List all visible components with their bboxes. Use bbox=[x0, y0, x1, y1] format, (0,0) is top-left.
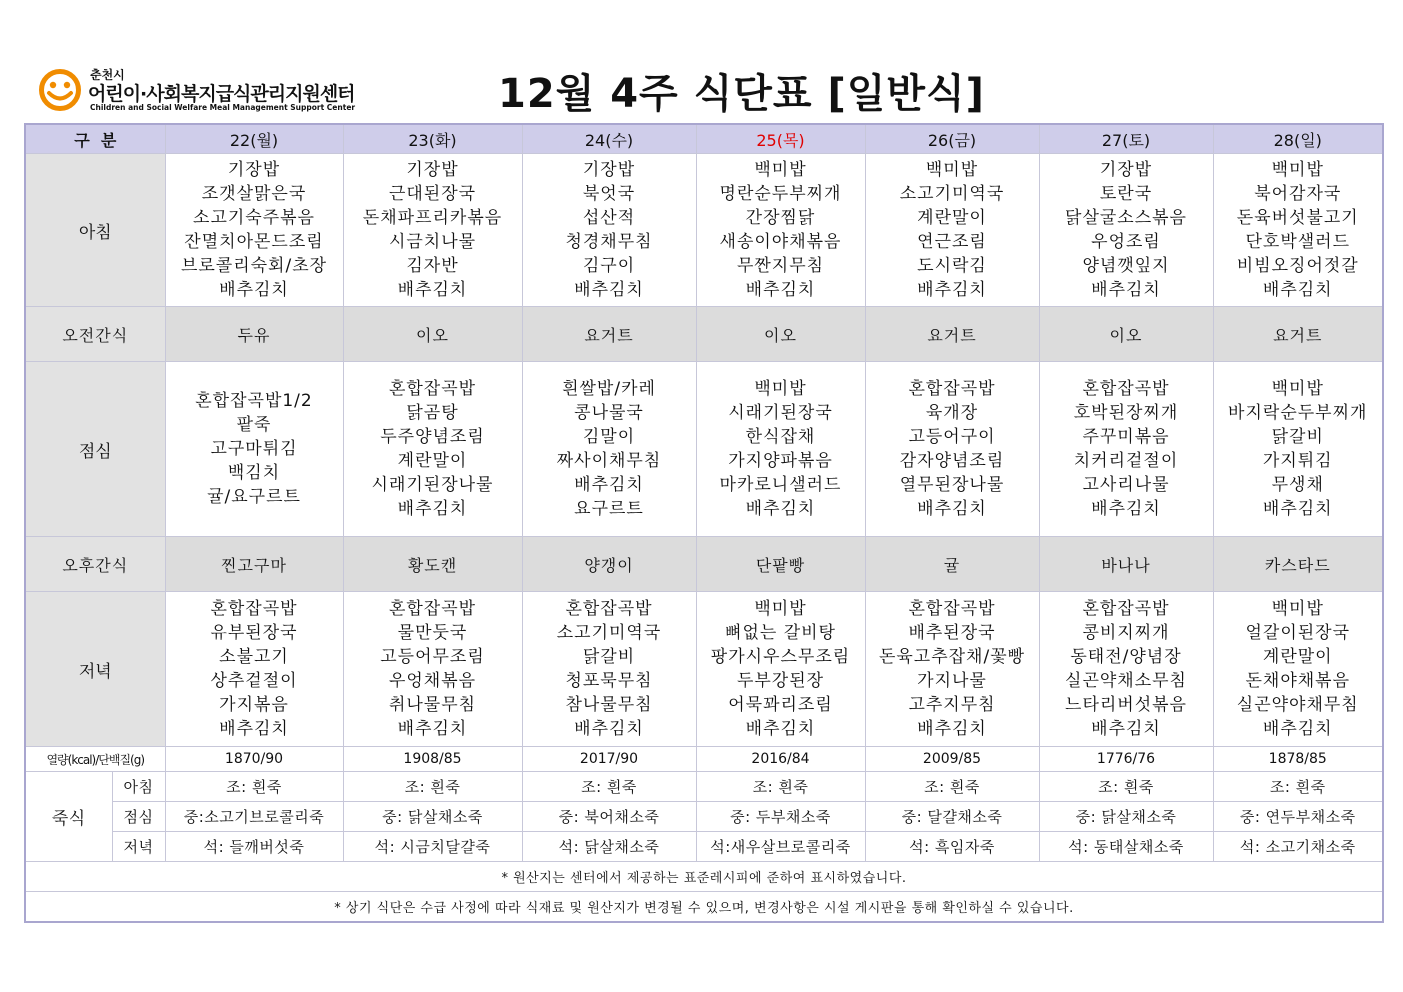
dish-item: 팡가시우스무조림 bbox=[710, 647, 851, 667]
dish-item: 시래기된장나물 bbox=[371, 475, 494, 495]
dish-item: 치커리겉절이 bbox=[1073, 451, 1179, 471]
dish-item: 북어감자국 bbox=[1254, 184, 1342, 204]
dish-item: 배추김치 bbox=[745, 280, 816, 300]
lunch-cell bbox=[1039, 362, 1213, 537]
breakfast-cell bbox=[165, 154, 343, 307]
dish-item: 비빔오징어젓갈 bbox=[1236, 256, 1359, 276]
day-header: 27(토) bbox=[1039, 124, 1213, 154]
dish-item: 배추김치 bbox=[397, 499, 468, 519]
dish-item: 가지양파볶음 bbox=[728, 451, 833, 471]
porridge-meal-label: 점심 bbox=[112, 802, 165, 832]
dish-item: 시금치나물 bbox=[388, 232, 477, 252]
dish-item: 흰쌀밥/카레 bbox=[562, 379, 656, 399]
nutrition-cell: 1878/85 bbox=[1213, 747, 1383, 772]
lunch-cell bbox=[696, 362, 865, 537]
meal-plan-body bbox=[25, 124, 1383, 922]
porridge-cell: 조: 흰죽 bbox=[865, 772, 1039, 802]
porridge-cell: 석: 흑임자죽 bbox=[865, 832, 1039, 862]
porridge-cell: 조: 흰죽 bbox=[165, 772, 343, 802]
nutrition-cell: 2016/84 bbox=[696, 747, 865, 772]
dish-item: 연근조림 bbox=[917, 232, 987, 252]
logo-center-name: 어린이·사회복지급식관리지원센터 bbox=[88, 83, 355, 105]
am-snack-cell: 이오 bbox=[1039, 307, 1213, 362]
dish-item: 계란말이 bbox=[397, 451, 468, 471]
dish-item: 혼합잡곡밥 bbox=[388, 379, 477, 399]
dish-item: 뼈없는 갈비탕 bbox=[725, 623, 836, 643]
pm-snack-cell: 카스타드 bbox=[1213, 537, 1383, 592]
dish-item: 혼합잡곡밥 bbox=[388, 599, 477, 619]
nutrition-cell: 1870/90 bbox=[165, 747, 343, 772]
dish-item: 취나물무침 bbox=[388, 695, 477, 715]
nutrition-cell: 1908/85 bbox=[343, 747, 522, 772]
dish-item: 명란순두부찌개 bbox=[719, 184, 842, 204]
breakfast-cell bbox=[1039, 154, 1213, 307]
dish-item: 닭갈비 bbox=[1271, 427, 1324, 447]
dish-item: 백미밥 bbox=[754, 379, 807, 399]
dish-item: 백김치 bbox=[227, 463, 281, 483]
porridge-cell: 중: 두부채소죽 bbox=[696, 802, 865, 832]
am-snack-cell: 이오 bbox=[696, 307, 865, 362]
porridge-meal-label: 아침 bbox=[112, 772, 165, 802]
nutrition-row bbox=[25, 747, 1383, 772]
porridge-cell: 석: 소고기채소죽 bbox=[1213, 832, 1383, 862]
porridge-row bbox=[25, 832, 1383, 862]
dinner-cell bbox=[1039, 592, 1213, 747]
dish-item: 혼합잡곡밥 bbox=[1082, 599, 1170, 619]
dish-item: 김구이 bbox=[582, 256, 636, 276]
dinner-cell bbox=[343, 592, 522, 747]
dish-item: 소고기숙주볶음 bbox=[193, 208, 315, 228]
dish-item: 소불고기 bbox=[219, 647, 289, 667]
dish-item: 배추김치 bbox=[745, 719, 816, 739]
dish-item: 도시락김 bbox=[917, 256, 987, 276]
nutrition-label: 열량(kcal)/단백질(g) bbox=[25, 747, 165, 772]
dish-item: 얼갈이된장국 bbox=[1245, 623, 1351, 643]
dish-item: 백미밥 bbox=[925, 160, 979, 180]
dish-item: 돈육고추잡채/꽃빵 bbox=[878, 647, 1026, 667]
dish-item: 배추된장국 bbox=[908, 623, 996, 643]
dish-item: 콩비지찌개 bbox=[1082, 623, 1170, 643]
dish-item: 바지락순두부찌개 bbox=[1228, 403, 1368, 423]
pm-snack-cell: 단팥빵 bbox=[696, 537, 865, 592]
dish-item: 콩나물국 bbox=[574, 403, 644, 423]
note-row bbox=[25, 892, 1383, 923]
lunch-cell bbox=[165, 362, 343, 537]
dish-item: 동태전/양념장 bbox=[1070, 647, 1182, 667]
dinner-label: 저녁 bbox=[25, 592, 165, 747]
dish-item: 상추겉절이 bbox=[210, 671, 298, 691]
porridge-meal-label: 저녁 bbox=[112, 832, 165, 862]
porridge-row bbox=[25, 802, 1383, 832]
dish-item: 우엉채볶음 bbox=[388, 671, 477, 691]
dish-item: 백미밥 bbox=[754, 160, 807, 180]
dish-item: 배추김치 bbox=[397, 719, 468, 739]
dinner-row bbox=[25, 592, 1383, 747]
dish-item: 백미밥 bbox=[1271, 599, 1324, 619]
pm-snack-cell: 황도캔 bbox=[343, 537, 522, 592]
dish-item: 참나물무침 bbox=[565, 695, 653, 715]
day-header: 23(화) bbox=[343, 124, 522, 154]
day-header: 24(수) bbox=[522, 124, 696, 154]
dish-item: 청포묵무침 bbox=[565, 671, 653, 691]
am-snack-cell: 요거트 bbox=[1213, 307, 1383, 362]
dish-item: 실곤약채소무침 bbox=[1065, 671, 1187, 691]
dish-item: 혼합잡곡밥 bbox=[1082, 379, 1170, 399]
lunch-label: 점심 bbox=[25, 362, 165, 537]
porridge-cell: 석: 들깨버섯죽 bbox=[165, 832, 343, 862]
dish-item: 짜사이채무침 bbox=[556, 451, 662, 471]
dish-item: 배추김치 bbox=[1262, 280, 1333, 300]
pm-snack-cell: 바나나 bbox=[1039, 537, 1213, 592]
center-logo bbox=[38, 66, 378, 116]
dish-item: 돈채야채볶음 bbox=[1245, 671, 1351, 691]
dish-item: 양념깻잎지 bbox=[1082, 256, 1170, 276]
dish-item: 북엇국 bbox=[582, 184, 636, 204]
dish-item: 감자양념조림 bbox=[899, 451, 1005, 471]
porridge-cell: 중: 닭살채소죽 bbox=[343, 802, 522, 832]
am-snack-cell: 요거트 bbox=[522, 307, 696, 362]
dinner-cell bbox=[1213, 592, 1383, 747]
dish-item: 고사리나물 bbox=[1082, 475, 1170, 495]
dish-item: 배추김치 bbox=[219, 280, 289, 300]
dish-item: 돈채파프리카볶음 bbox=[362, 208, 503, 228]
porridge-cell: 중: 북어채소죽 bbox=[522, 802, 696, 832]
dish-item: 배추김치 bbox=[397, 280, 468, 300]
day-header: 22(월) bbox=[165, 124, 343, 154]
note-row bbox=[25, 862, 1383, 892]
header-row bbox=[25, 124, 1383, 154]
dish-item: 백미밥 bbox=[1271, 160, 1324, 180]
dish-item: 주꾸미볶음 bbox=[1082, 427, 1170, 447]
dish-item: 배추김치 bbox=[1262, 499, 1333, 519]
porridge-cell: 조: 흰죽 bbox=[522, 772, 696, 802]
smiley-logo-icon bbox=[38, 68, 82, 112]
dish-item: 무생채 bbox=[1271, 475, 1324, 495]
porridge-cell: 중:소고기브로콜리죽 bbox=[165, 802, 343, 832]
dish-item: 물만둣국 bbox=[397, 623, 468, 643]
breakfast-cell bbox=[343, 154, 522, 307]
dish-item: 잔멸치아몬드조림 bbox=[184, 232, 324, 252]
dish-item: 조갯살맑은국 bbox=[201, 184, 307, 204]
dish-item: 브로콜리숙회/초장 bbox=[180, 256, 328, 276]
porridge-cell: 조: 흰죽 bbox=[1213, 772, 1383, 802]
breakfast-row bbox=[25, 154, 1383, 307]
breakfast-cell bbox=[1213, 154, 1383, 307]
dish-item: 배추김치 bbox=[1091, 719, 1161, 739]
dish-item: 백미밥 bbox=[1271, 379, 1324, 399]
dish-item: 배추김치 bbox=[917, 499, 987, 519]
pm-snack-cell: 귤 bbox=[865, 537, 1039, 592]
dish-item: 김자반 bbox=[406, 256, 459, 276]
porridge-cell: 중: 연두부채소죽 bbox=[1213, 802, 1383, 832]
dish-item: 팥죽 bbox=[236, 415, 272, 435]
porridge-cell: 중: 닭살채소죽 bbox=[1039, 802, 1213, 832]
breakfast-cell bbox=[865, 154, 1039, 307]
note-text: * 원산지는 센터에서 제공하는 표준레시피에 준하여 표시하였습니다. bbox=[25, 862, 1383, 892]
porridge-cell: 중: 달걀채소죽 bbox=[865, 802, 1039, 832]
dish-item: 소고기미역국 bbox=[899, 184, 1005, 204]
dish-item: 소고기미역국 bbox=[556, 623, 662, 643]
dish-item: 배추김치 bbox=[745, 499, 816, 519]
dish-item: 육개장 bbox=[925, 403, 979, 423]
dish-item: 기장밥 bbox=[406, 160, 459, 180]
day-header: 25(목) bbox=[696, 124, 865, 154]
am-snack-row bbox=[25, 307, 1383, 362]
dish-item: 기장밥 bbox=[582, 160, 636, 180]
dish-item: 근대된장국 bbox=[388, 184, 477, 204]
dish-item: 배추김치 bbox=[1091, 280, 1161, 300]
pm-snack-row bbox=[25, 537, 1383, 592]
dinner-cell bbox=[696, 592, 865, 747]
dish-item: 배추김치 bbox=[1091, 499, 1161, 519]
dinner-cell bbox=[165, 592, 343, 747]
pm-snack-label: 오후간식 bbox=[25, 537, 165, 592]
corner-label: 구 분 bbox=[25, 124, 165, 154]
dish-item: 배추김치 bbox=[574, 475, 644, 495]
breakfast-label: 아침 bbox=[25, 154, 165, 307]
am-snack-label: 오전간식 bbox=[25, 307, 165, 362]
dish-item: 혼합잡곡밥1/2 bbox=[195, 391, 313, 411]
dish-item: 백미밥 bbox=[754, 599, 807, 619]
dish-item: 가지나물 bbox=[917, 671, 987, 691]
day-header: 26(금) bbox=[865, 124, 1039, 154]
dish-item: 실곤약야채무침 bbox=[1236, 695, 1359, 715]
dish-item: 유부된장국 bbox=[210, 623, 298, 643]
dish-item: 가지튀김 bbox=[1262, 451, 1333, 471]
nutrition-cell: 1776/76 bbox=[1039, 747, 1213, 772]
am-snack-cell: 이오 bbox=[343, 307, 522, 362]
dish-item: 닭곰탕 bbox=[406, 403, 459, 423]
dish-item: 고추지무침 bbox=[908, 695, 996, 715]
porridge-label: 죽식 bbox=[25, 772, 112, 862]
dish-item: 배추김치 bbox=[574, 719, 644, 739]
dish-item: 배추김치 bbox=[1262, 719, 1333, 739]
porridge-cell: 조: 흰죽 bbox=[1039, 772, 1213, 802]
dish-item: 고등어구이 bbox=[908, 427, 996, 447]
dish-item: 마카로니샐러드 bbox=[719, 475, 842, 495]
lunch-cell bbox=[522, 362, 696, 537]
pm-snack-cell: 찐고구마 bbox=[165, 537, 343, 592]
dish-item: 배추김치 bbox=[574, 280, 644, 300]
page-title: 12월 4주 식단표 [일반식] bbox=[498, 71, 985, 117]
dish-item: 배추김치 bbox=[917, 719, 987, 739]
dish-item: 어묵꽈리조림 bbox=[728, 695, 833, 715]
dish-item: 계란말이 bbox=[917, 208, 987, 228]
dinner-cell bbox=[522, 592, 696, 747]
dish-item: 단호박샐러드 bbox=[1245, 232, 1351, 252]
nutrition-cell: 2009/85 bbox=[865, 747, 1039, 772]
note-text: * 상기 식단은 수급 사정에 따라 식재료 및 원산지가 변경될 수 있으며, 변경사항은 시설 게시판을 통해 확인하실 수 있습니다. bbox=[25, 892, 1383, 923]
dish-item: 무짠지무침 bbox=[736, 256, 825, 276]
nutrition-cell: 2017/90 bbox=[522, 747, 696, 772]
logo-city: 춘천시 bbox=[90, 68, 125, 82]
porridge-cell: 석: 동태살채소죽 bbox=[1039, 832, 1213, 862]
lunch-cell bbox=[865, 362, 1039, 537]
breakfast-cell bbox=[696, 154, 865, 307]
dish-item: 새송이야채볶음 bbox=[719, 232, 842, 252]
dish-item: 간장찜닭 bbox=[745, 208, 816, 228]
lunch-row bbox=[25, 362, 1383, 537]
dish-item: 고구마튀김 bbox=[210, 439, 298, 459]
dish-item: 가지볶음 bbox=[219, 695, 289, 715]
dish-item: 우엉조림 bbox=[1091, 232, 1161, 252]
dish-item: 느타리버섯볶음 bbox=[1065, 695, 1187, 715]
dish-item: 김말이 bbox=[582, 427, 636, 447]
dish-item: 두부강된장 bbox=[736, 671, 825, 691]
dish-item: 혼합잡곡밥 bbox=[908, 379, 996, 399]
dish-item: 배추김치 bbox=[917, 280, 987, 300]
porridge-cell: 조: 흰죽 bbox=[343, 772, 522, 802]
dish-item: 귤/요구르트 bbox=[207, 487, 301, 507]
pm-snack-cell: 양갱이 bbox=[522, 537, 696, 592]
dinner-cell bbox=[865, 592, 1039, 747]
porridge-cell: 석:새우살브로콜리죽 bbox=[696, 832, 865, 862]
porridge-cell: 석: 닭살채소죽 bbox=[522, 832, 696, 862]
dish-item: 혼합잡곡밥 bbox=[565, 599, 653, 619]
dish-item: 청경채무침 bbox=[565, 232, 653, 252]
dish-item: 계란말이 bbox=[1262, 647, 1333, 667]
dish-item: 닭살굴소스볶음 bbox=[1065, 208, 1187, 228]
am-snack-cell: 요거트 bbox=[865, 307, 1039, 362]
dish-item: 두주양념조림 bbox=[380, 427, 485, 447]
dish-item: 호박된장찌개 bbox=[1073, 403, 1179, 423]
logo-english-name: Children and Social Welfare Meal Management Support Center bbox=[90, 103, 356, 112]
lunch-cell bbox=[343, 362, 522, 537]
porridge-row bbox=[25, 772, 1383, 802]
meal-plan-table bbox=[24, 123, 1384, 923]
am-snack-cell: 두유 bbox=[165, 307, 343, 362]
dish-item: 한식잡채 bbox=[745, 427, 816, 447]
dish-item: 배추김치 bbox=[219, 719, 289, 739]
dish-item: 열무된장나물 bbox=[899, 475, 1005, 495]
lunch-cell bbox=[1213, 362, 1383, 537]
dish-item: 닭갈비 bbox=[582, 647, 636, 667]
dish-item: 기장밥 bbox=[1099, 160, 1153, 180]
dish-item: 혼합잡곡밥 bbox=[210, 599, 298, 619]
dish-item: 기장밥 bbox=[227, 160, 281, 180]
dish-item: 혼합잡곡밥 bbox=[908, 599, 996, 619]
dish-item: 섭산적 bbox=[582, 208, 636, 228]
porridge-cell: 조: 흰죽 bbox=[696, 772, 865, 802]
dish-item: 고등어무조림 bbox=[380, 647, 485, 667]
dish-item: 시래기된장국 bbox=[728, 403, 833, 423]
dish-item: 토란국 bbox=[1099, 184, 1153, 204]
breakfast-cell bbox=[522, 154, 696, 307]
porridge-cell: 석: 시금치달걀죽 bbox=[343, 832, 522, 862]
dish-item: 요구르트 bbox=[574, 499, 644, 519]
dish-item: 돈육버섯불고기 bbox=[1236, 208, 1359, 228]
day-header: 28(일) bbox=[1213, 124, 1383, 154]
